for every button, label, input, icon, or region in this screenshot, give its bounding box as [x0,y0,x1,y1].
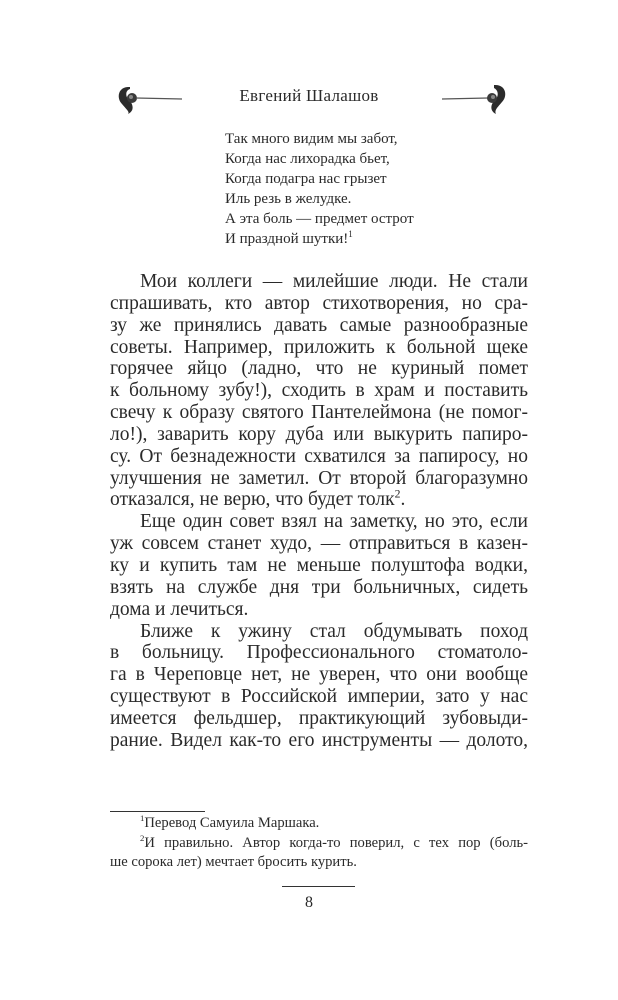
text-line: существуют в Российской империи, зато у нас [110,686,528,708]
footnote-ref-1[interactable]: 1 [348,229,353,239]
text-line: дома и лечиться. [110,598,249,620]
poem-line: Когда подагра нас грызет [225,171,387,187]
text-line: улучшения не заметил. От второй благоразумно [110,467,528,489]
text-line: уж совсем станет худо, — отправиться в казен- [110,533,528,555]
page-number: 8 [305,894,313,911]
running-header [0,84,618,114]
footnote-divider [110,811,205,812]
poem-line: Так много видим мы забот, [225,131,398,147]
epigraph-poem [225,129,414,249]
header-author-name: Евгений Шалашов [239,86,379,105]
poem-line: Иль резь в желудке. [225,191,352,207]
text-line: к больному зубу!), сходить в храм и поставить [110,380,528,402]
footnote-mark: 2 [140,832,145,843]
footnote-1: $^1$Перевод Самуила Маршака. [140,813,320,831]
body-text [110,271,528,752]
text-line: су. От безнадежности схватился за папиросу, но [110,445,528,467]
page-number-divider [282,886,355,887]
poem-line: Когда нас лихорадка бьет, [225,151,390,167]
poem-line: А эта боль — предмет острот [225,211,414,227]
footnote-ref-2[interactable]: 2 [394,487,401,501]
text-line: ку и купить там не меньше полуштофа водки, [110,554,528,576]
text-line: Еще один совет взял на заметку, но это, если [140,511,528,533]
text-line: рание. Видел как-то его инструменты — долото, [110,729,528,751]
text-line: в больницу. Профессионального стоматоло- [110,642,528,664]
text-line: Ближе к ужину стал обдумывать поход [140,620,528,642]
footnotes [110,814,528,873]
text-line: спрашивать, кто автор стихотворения, но сра- [110,292,528,314]
scroll-ornament-right-icon [440,84,510,114]
text-line: советы. Например, приложить к больной щеке [110,336,528,358]
footnote-2: $^2$И правильно. Автор когда-то поверил, с тех пор (боль- ше сорока лет) мечтает бросить курить. [110,834,528,873]
text-line: отказался, не верю, что будет толк$^2$. [110,487,406,511]
footnote-mark: 1 [140,813,145,824]
text-line: имеется фельдшер, практикующий зубовыди- [110,707,528,729]
text-line: свечу к образу святого Пантелеймона (не помог- [110,402,528,424]
text-line: горячее яйцо (ладно, что не куриный помет [110,358,528,380]
text-line: Мои коллеги — милейшие люди. Не стали [140,271,528,292]
text-line: ло!), заварить кору дуба или выкурить папиро- [110,423,528,445]
poem-line: И праздной шутки!$^1$ [225,229,353,247]
text-line: га в Череповце нет, не уверен, что они вообще [110,664,528,686]
text-line: зу же принялись давать самые разнообразные [110,314,528,336]
text-line: взять на службе дня три больничных, сидеть [110,576,528,598]
footnote-line: ше сорока лет) мечтает бросить курить. [110,854,357,870]
